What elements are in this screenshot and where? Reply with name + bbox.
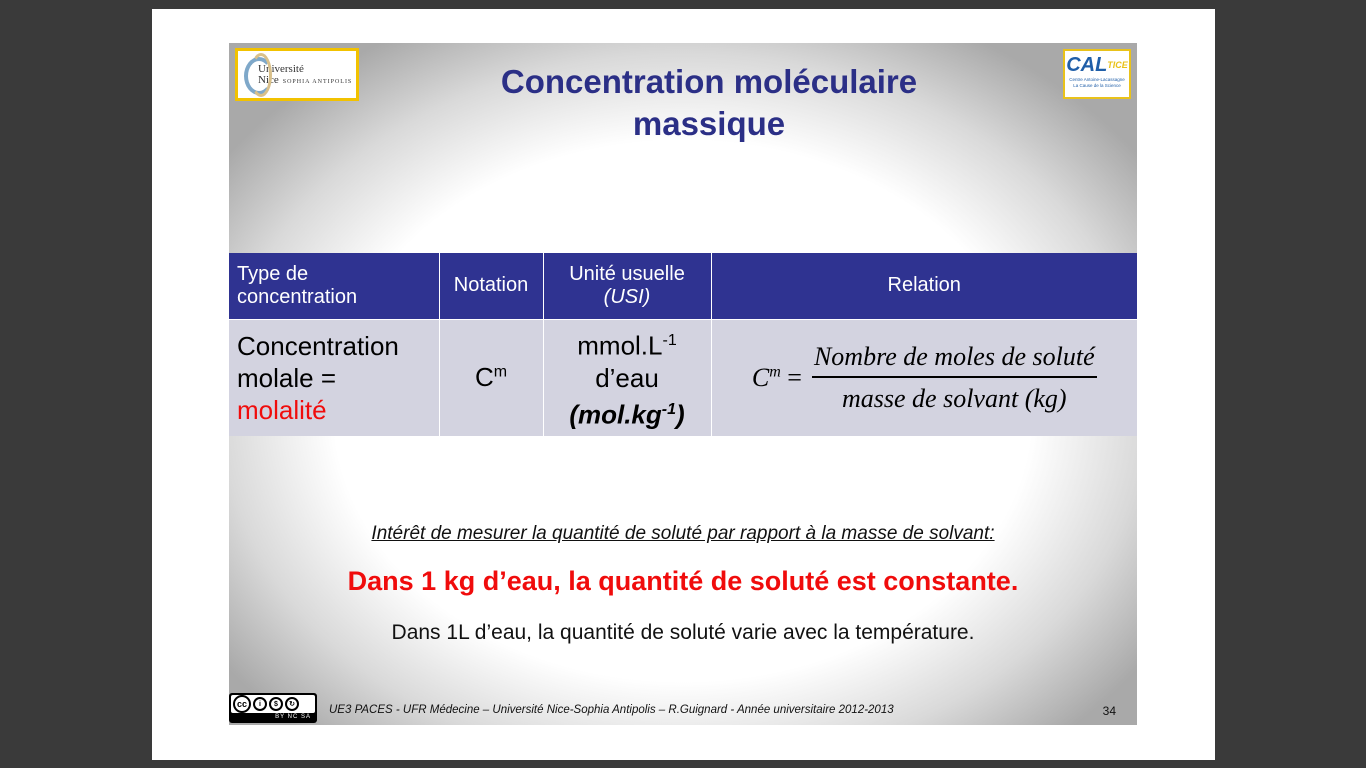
- cc-label: BY NC SA: [275, 714, 311, 720]
- slide: [229, 43, 1137, 725]
- relation-fraction: [812, 342, 1097, 414]
- cal-sub1: Centre Antoine-Lacassagne: [1069, 77, 1125, 82]
- constant-text: Dans 1 kg d’eau, la quantité de soluté est constante.: [347, 566, 1019, 596]
- header-relation: Relation: [711, 253, 1137, 319]
- header-usi: (USI): [603, 285, 651, 308]
- unit-line1: mmol.L: [577, 330, 663, 361]
- logo-line2-small: SOPHIA ANTIPOLIS: [282, 78, 353, 85]
- cell-unit: [543, 319, 711, 436]
- universite-nice-logo: [235, 48, 359, 101]
- cell-type: [229, 319, 439, 436]
- cal-main: CAL: [1066, 54, 1108, 76]
- unit-line3-end: ): [676, 399, 685, 430]
- relation-lhs-base: C: [751, 362, 770, 392]
- unit-line3: (mol.kg: [569, 399, 662, 430]
- relation-eq: =: [787, 362, 802, 392]
- header-unite-label: Unité usuelle: [569, 262, 685, 285]
- header-unite: [543, 253, 711, 319]
- unit-line2: d’eau: [595, 362, 659, 393]
- cal-logo: [1063, 49, 1131, 99]
- cc-icon: cc: [233, 695, 251, 713]
- page-number: 34: [1102, 704, 1116, 718]
- table-row: [229, 319, 1137, 436]
- notation-sup: m: [493, 363, 508, 381]
- cell-relation: [711, 319, 1137, 436]
- header-type: Type de concentration: [229, 253, 439, 319]
- unit-line1-sup: -1: [662, 332, 677, 350]
- interest-text: Intérêt de mesurer la quantité de soluté par rapport à la masse de solvant:: [371, 523, 995, 544]
- logo-line1: Université: [258, 62, 304, 75]
- relation-numerator: Nombre de moles de soluté: [812, 342, 1097, 378]
- title-line2: massique: [632, 105, 786, 142]
- header-notation: Notation: [439, 253, 543, 319]
- relation-lhs: [752, 363, 802, 393]
- universite-emblem-icon: [240, 51, 278, 98]
- unit-line3-sup: -1: [661, 400, 676, 418]
- concentration-table: [229, 253, 1137, 436]
- type-line1: Concentration: [237, 330, 399, 361]
- nc-icon: $: [269, 697, 283, 711]
- footer-text: UE3 PACES - UFR Médecine – Université Nice-Sophia Antipolis – R.Guignard - Année universitaire 2012-2013: [329, 704, 894, 716]
- cal-sub2: La Cause de la Science: [1073, 83, 1121, 88]
- sa-icon: ↻: [285, 697, 299, 711]
- varie-text: Dans 1L d’eau, la quantité de soluté varie avec la température.: [391, 621, 975, 644]
- logo-line2: Nice: [258, 73, 279, 86]
- by-icon: i: [253, 697, 267, 711]
- slide-title: [389, 61, 1029, 145]
- cal-suffix: TICE: [1107, 60, 1128, 70]
- table-header-row: [229, 253, 1137, 319]
- creative-commons-badge: [229, 693, 317, 723]
- title-line1: Concentration moléculaire: [500, 63, 918, 100]
- notation-base: C: [474, 362, 494, 393]
- cell-notation: [439, 319, 543, 436]
- relation-lhs-sup: m: [769, 363, 781, 381]
- relation-denominator: masse de solvant (kg): [842, 383, 1067, 413]
- type-line2: molale =: [237, 362, 336, 393]
- type-molalite: molalité: [237, 394, 327, 425]
